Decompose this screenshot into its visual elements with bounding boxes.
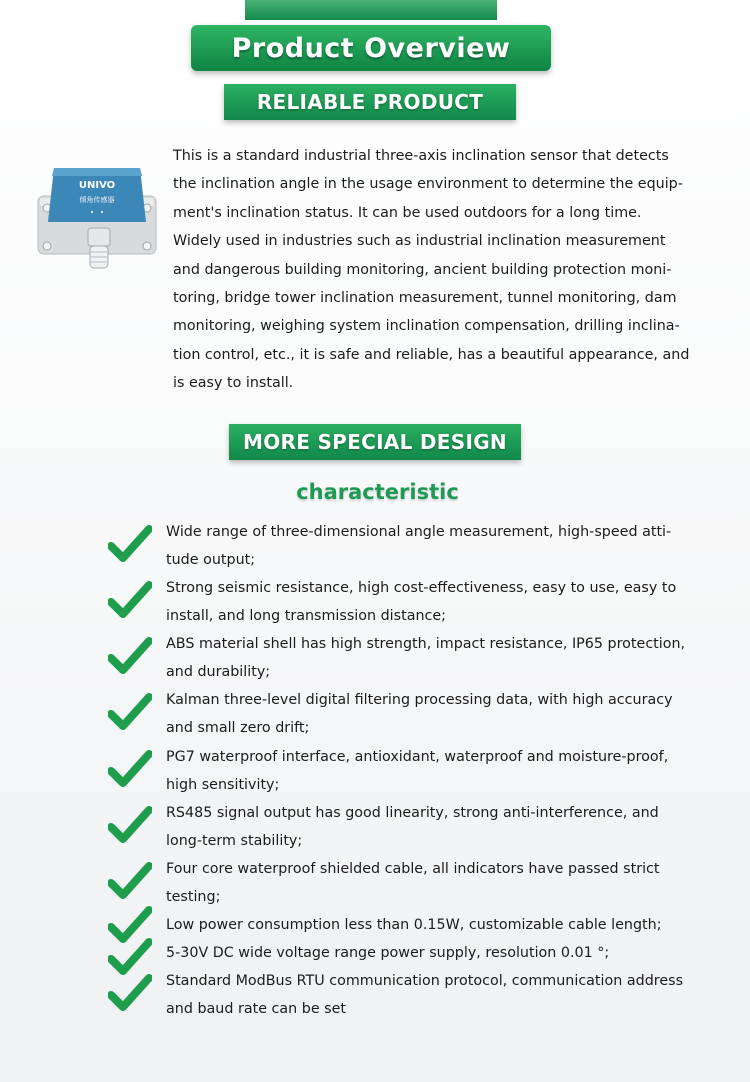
check-icon: [108, 973, 152, 1013]
feature-text: ABS material shell has high strength, impact resistance, IP65 protection, and durability;: [166, 636, 686, 681]
check-icon: [108, 937, 152, 977]
feature-text: Kalman three-level digital filtering processing data, with high accuracy and small zero drift;: [166, 692, 673, 737]
feature-text: 5-30V DC wide voltage range power supply, resolution 0.01 °;: [166, 945, 610, 961]
device-label-text: 倾角传感器: [79, 196, 115, 204]
device-brand-text: UNIVO: [78, 180, 116, 191]
feature-text: Wide range of three-dimensional angle measurement, high-speed attitude output;: [166, 524, 672, 569]
section-title-reliable: RELIABLE PRODUCT: [256, 90, 484, 114]
feature-text: Low power consumption less than 0.15W, customizable cable length;: [166, 917, 662, 933]
feature-text: Strong seismic resistance, high cost-effectiveness, easy to use, easy to install, and long transmission distance;: [166, 580, 677, 625]
check-icon: [108, 692, 152, 732]
special-design-banner: [229, 424, 521, 460]
feature-text: PG7 waterproof interface, antioxidant, waterproof and moisture-proof, high sensitivity;: [166, 749, 669, 794]
feature-text: RS485 signal output has good linearity, strong anti-interference, and long-term stability;: [166, 805, 659, 850]
check-icon: [108, 524, 152, 564]
section-title-design: MORE SPECIAL DESIGN: [243, 430, 507, 454]
check-icon: [108, 636, 152, 676]
top-decoration-strip: [245, 0, 497, 20]
characteristic-heading: characteristic: [296, 480, 459, 504]
check-icon: [108, 580, 152, 620]
feature-text: Four core waterproof shielded cable, all indicators have passed strict testing;: [166, 861, 660, 906]
check-icon: [108, 805, 152, 845]
product-overview-banner: [191, 25, 551, 71]
sensor-device-image: [36, 162, 158, 274]
check-icon: [108, 749, 152, 789]
page-title: Product Overview: [231, 32, 511, 64]
feature-text: Standard ModBus RTU communication protocol, communication address and baud rate can be set: [166, 973, 684, 1018]
product-description: This is a standard industrial three-axis inclination sensor that detects the inclination angle in the usage environment to determine the equipment's inclination status. It can be used outdoors for a long time. Widely used in industries such as industrial inclination measurement and dangerous building monitoring, ancient building protection monitoring, bridge tower inclination measurement, tunnel monitoring, dam monitoring, weighing system inclination compensation, drilling inclination control, etc., it is safe and reliable, has a beautiful appearance, and is easy to install.: [173, 148, 690, 392]
reliable-product-banner: [224, 84, 516, 120]
check-icon: [108, 861, 152, 901]
